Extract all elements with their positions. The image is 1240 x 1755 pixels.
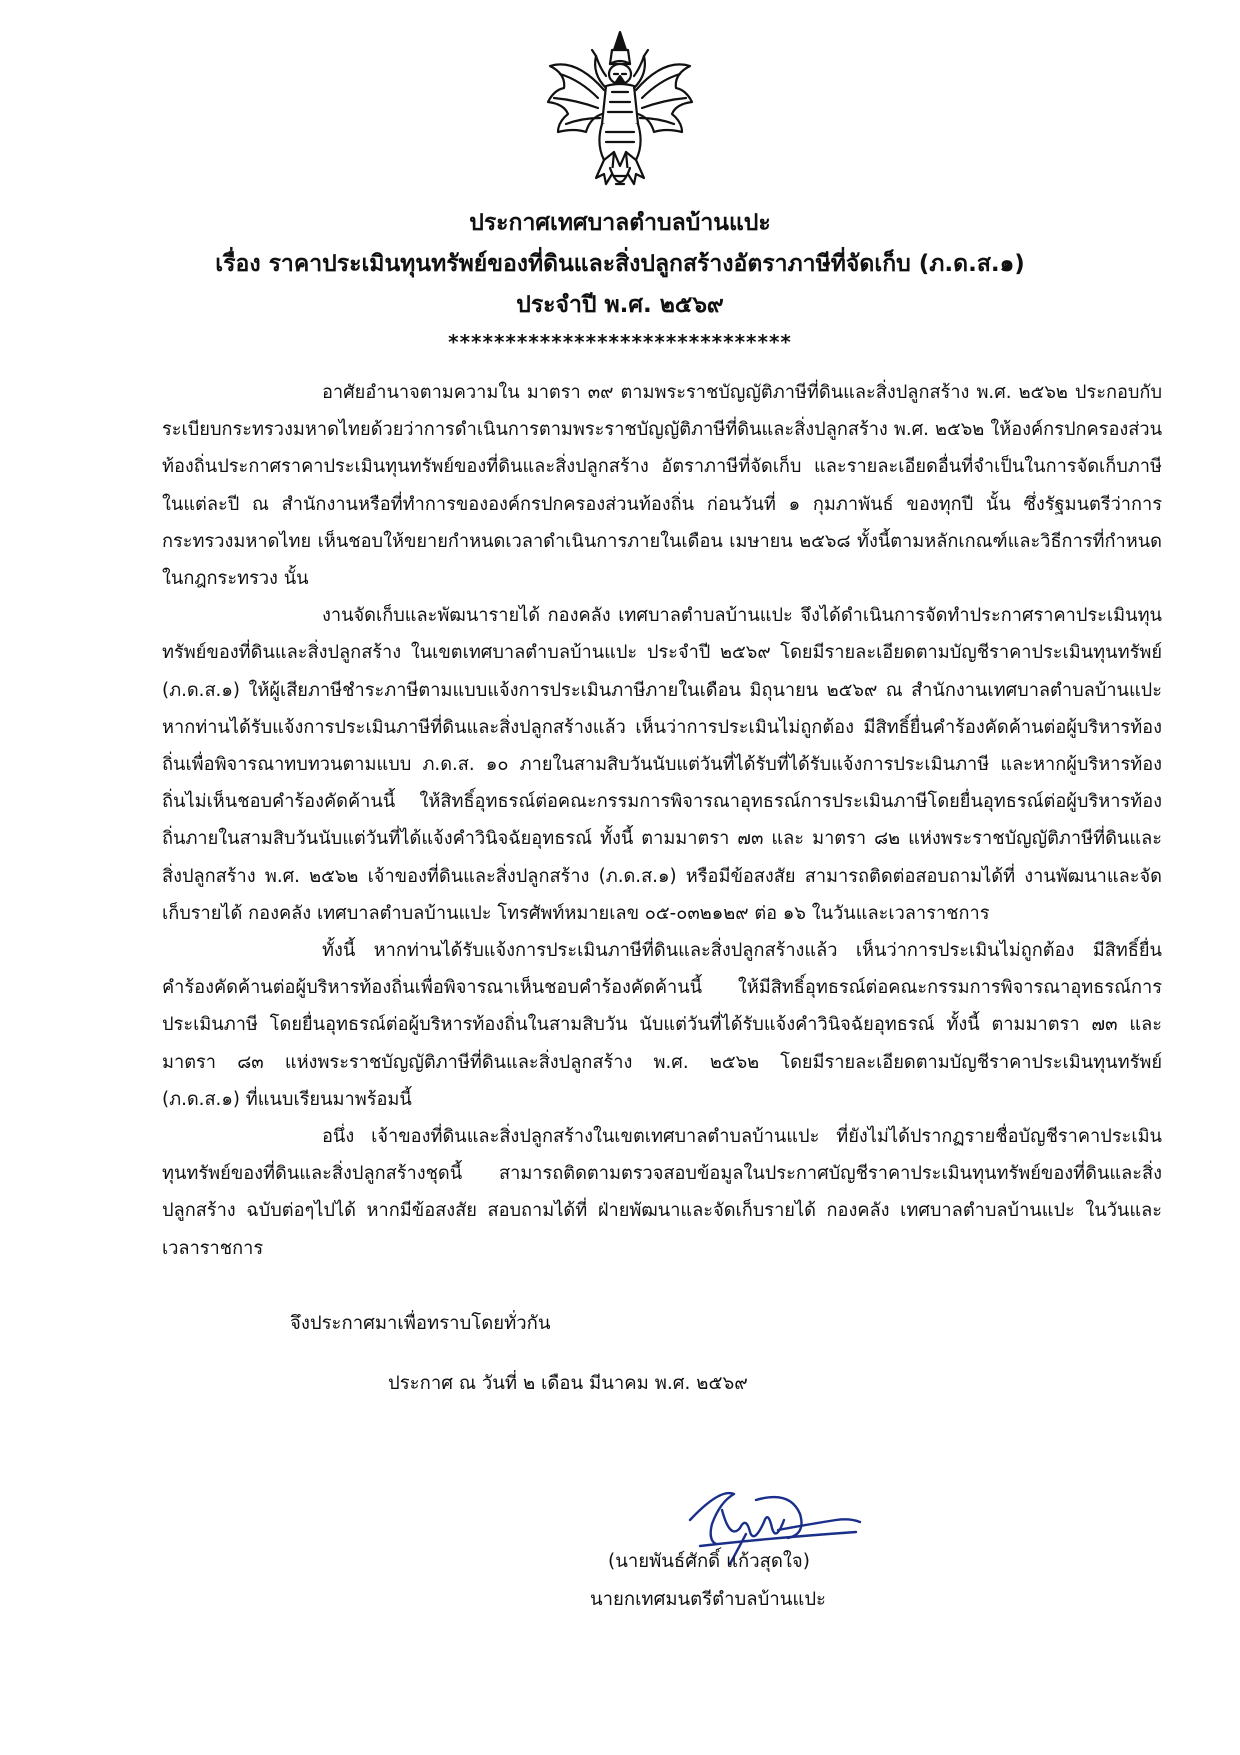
- signer-name: (นายพันธ์ศักดิ์ แก้วสุดใจ): [608, 1551, 810, 1572]
- paragraph-authority: อาศัยอำนาจตามความใน มาตรา ๓๙ ตามพระราชบัญญัติภาษีที่ดินและสิ่งปลูกสร้าง พ.ศ. ๒๕๖๒ ประกอบกับระเบียบกระทรวงมหาดไทยด้วยว่าการดำเนินการตามพระราชบัญญัติภาษีที่ดินและสิ่งปลูกสร้าง พ.ศ. ๒๕๖๒ ให้องค์กรปกครองส่วนท้องถิ่นประกาศราคาประเมินทุนทรัพย์ของที่ดินและสิ่งปลูกสร้าง อัตราภาษีที่จัดเก็บ และรายละเอียดอื่นที่จำเป็นในการจัดเก็บภาษีในแต่ละปี ณ สำนักงานหรือที่ทำการขององค์กรปกครองส่วนท้องถิ่น ก่อนวันที่ ๑ กุมภาพันธ์ ของทุกปี นั้น ซึ่งรัฐมนตรีว่าการกระทรวงมหาดไทย เห็นชอบให้ขยายกำหนดเวลาดำเนินการภายในเดือน เมษายน ๒๕๖๘ ทั้งนี้ตามหลักเกณฑ์และวิธีการที่กำหนดในกฎกระทรวง นั้น: [162, 382, 1162, 590]
- announcement-date: ประกาศ ณ วันที่ ๒ เดือน มีนาคม พ.ศ. ๒๕๖๙: [388, 1373, 748, 1394]
- signer-title: นายกเทศมนตรีตำบลบ้านแปะ: [590, 1589, 826, 1610]
- separator-stars: ******************************: [448, 330, 792, 354]
- announcement-title: ประกาศเทศบาลตำบลบ้านแปะ: [469, 210, 771, 236]
- announcement-body: [162, 374, 1162, 1267]
- paragraph-appeal: ทั้งนี้ หากท่านได้รับแจ้งการประเมินภาษีที่ดินและสิ่งปลูกสร้างแล้ว เห็นว่าการประเมินไม่ถูกต้อง มีสิทธิ์ยื่นคำร้องคัดค้านต่อผู้บริหารท้องถิ่นเพื่อพิจารณาเห็นชอบคำร้องคัดค้านนี้ ให้มีสิทธิ์อุทธรณ์ต่อคณะกรรมการพิจารณาอุทธรณ์การประเมินภาษี โดยยื่นอุทธรณ์ต่อผู้บริหารท้องถิ่นในสามสิบวัน นับแต่วันที่ได้รับแจ้งคำวินิจฉัยอุทธรณ์ ทั้งนี้ ตามมาตรา ๗๓ และ มาตรา ๘๓ แห่งพระราชบัญญัติภาษีที่ดินและสิ่งปลูกสร้าง พ.ศ. ๒๕๖๒ โดยมีรายละเอียดตามบัญชีราคาประเมินทุนทรัพย์ (ภ.ด.ส.๑) ที่แนบเรียนมาพร้อมนี้: [162, 940, 1162, 1110]
- paragraph-note: อนึ่ง เจ้าของที่ดินและสิ่งปลูกสร้างในเขตเทศบาลตำบลบ้านแปะ ที่ยังไม่ได้ปรากฏรายชื่อบัญชีราคาประเมินทุนทรัพย์ของที่ดินและสิ่งปลูกสร้างชุดนี้ สามารถติดตามตรวจสอบข้อมูลในประกาศบัญชีราคาประเมินทุนทรัพย์ของที่ดินและสิ่งปลูกสร้าง ฉบับต่อๆไปได้ หากมีข้อสงสัย สอบถามได้ที่ ฝ่ายพัฒนาและจัดเก็บรายได้ กองคลัง เทศบาลตำบลบ้านแปะ ในวันและเวลาราชการ: [162, 1126, 1162, 1259]
- garuda-emblem-icon: [540, 28, 700, 198]
- paragraph-assessment: งานจัดเก็บและพัฒนารายได้ กองคลัง เทศบาลตำบลบ้านแปะ จึงได้ดำเนินการจัดทำประกาศราคาประเมินทุนทรัพย์ของที่ดินและสิ่งปลูกสร้าง ในเขตเทศบาลตำบลบ้านแปะ ประจำปี ๒๕๖๙ โดยมีรายละเอียดตามบัญชีราคาประเมินทุนทรัพย์ (ภ.ด.ส.๑) ให้ผู้เสียภาษีชำระภาษีตามแบบแจ้งการประเมินภาษีภายในเดือน มิถุนายน ๒๕๖๙ ณ สำนักงานเทศบาลตำบลบ้านแปะ หากท่านได้รับแจ้งการประเมินภาษีที่ดินและสิ่งปลูกสร้างแล้ว เห็นว่าการประเมินไม่ถูกต้อง มีสิทธิ์ยื่นคำร้องคัดค้านต่อผู้บริหารท้องถิ่นเพื่อพิจารณาทบทวนตามแบบ ภ.ด.ส. ๑๐ ภายในสามสิบวันนับแต่วันที่ได้รับที่ได้รับแจ้งการประเมินภาษี และหากผู้บริหารท้องถิ่นไม่เห็นชอบคำร้องคัดค้านนี้ ให้สิทธิ์อุทธรณ์ต่อคณะกรรมการพิจารณาอุทธรณ์การประเมินภาษีโดยยื่นอุทธรณ์ต่อผู้บริหารท้องถิ่นภายในสามสิบวันนับแต่วันที่ได้แจ้งคำวินิจฉัยอุทธรณ์ ทั้งนี้ ตามมาตรา ๗๓ และ มาตรา ๘๒ แห่งพระราชบัญญัติภาษีที่ดินและสิ่งปลูกสร้าง พ.ศ. ๒๕๖๒ เจ้าของที่ดินและสิ่งปลูกสร้าง (ภ.ด.ส.๑) หรือมีข้อสงสัย สามารถติดต่อสอบถามได้ที่ งานพัฒนาและจัดเก็บรายได้ กองคลัง เทศบาลตำบลบ้านแปะ โทรศัพท์หมายเลข ๐๕-๐๓๒๑๒๙ ต่อ ๑๖ ในวันและเวลาราชการ: [162, 605, 1162, 924]
- closing-statement: จึงประกาศมาเพื่อทราบโดยทั่วกัน: [290, 1313, 551, 1334]
- announcement-subject: เรื่อง ราคาประเมินทุนทรัพย์ของที่ดินและสิ่งปลูกสร้างอัตราภาษีที่จัดเก็บ (ภ.ด.ส.๑): [215, 251, 1025, 277]
- announcement-year: ประจำปี พ.ศ. ๒๕๖๙: [516, 292, 724, 318]
